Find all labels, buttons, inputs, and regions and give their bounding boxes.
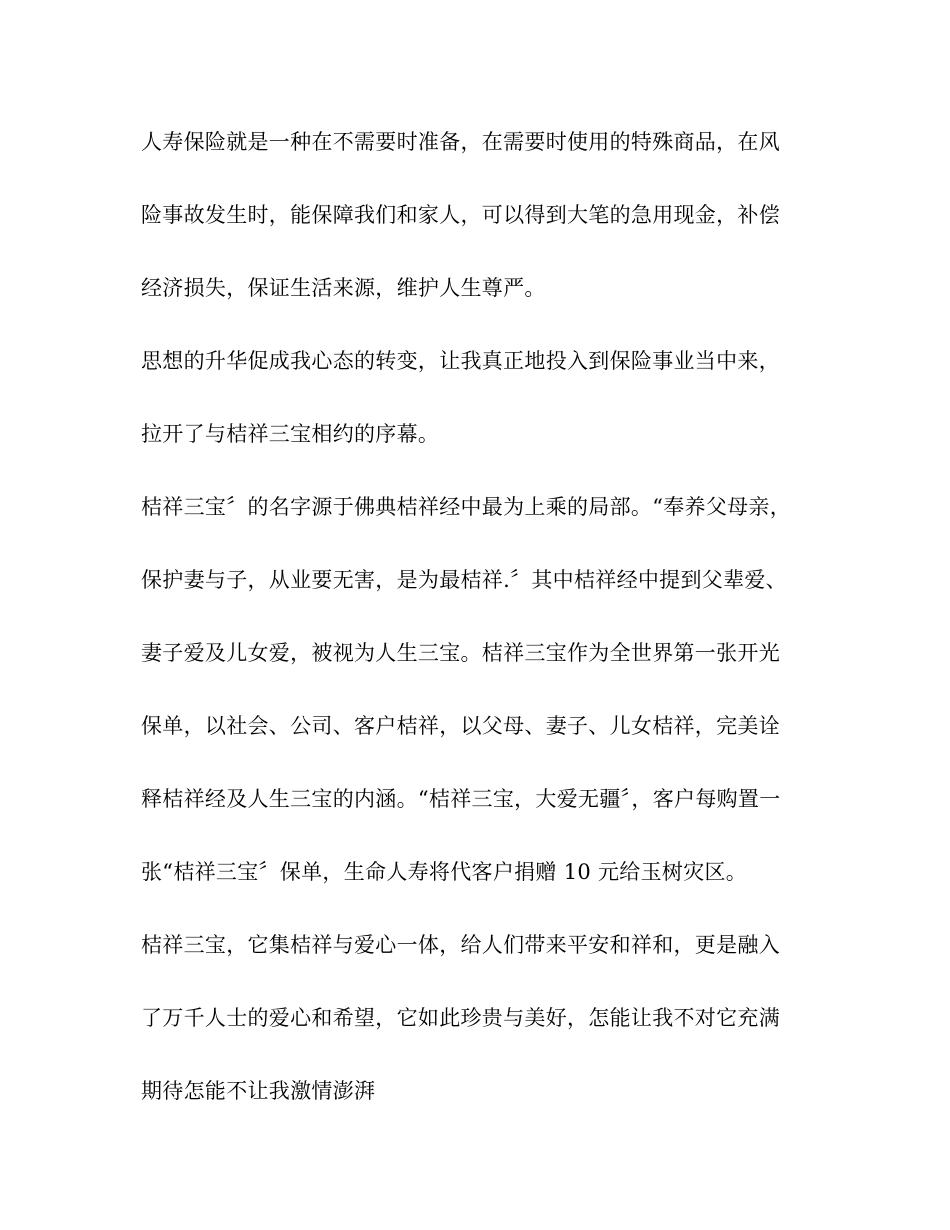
text-line: 保单，以社会、公司、客户桔祥，以父母、妻子、儿女桔祥，完美诠 bbox=[141, 714, 780, 738]
text-line: 保护妻与子，从业要无害，是为最桔祥.〞其中桔祥经中提到父辈爱、 bbox=[141, 568, 787, 592]
text-line: 张“桔祥三宝〞保单，生命人寿将代客户捐赠 10 元给玉树灾区。 bbox=[141, 860, 748, 884]
text-line: 人寿保险就是一种在不需要时准备，在需要时使用的特殊商品，在风 bbox=[141, 130, 780, 154]
text-line: 桔祥三宝〞的名字源于佛典桔祥经中最为上乘的局部。“奉养父母亲， bbox=[141, 495, 792, 519]
text-line: 妻子爱及儿女爱，被视为人生三宝。桔祥三宝作为全世界第一张开光 bbox=[141, 641, 780, 665]
text-line: 经济损失，保证生活来源，维护人生尊严。 bbox=[141, 276, 546, 300]
text-line: 释桔祥经及人生三宝的内涵。“桔祥三宝，大爱无疆〞，客户每购置一 bbox=[141, 787, 781, 811]
text-line: 拉开了与桔祥三宝相约的序幕。 bbox=[141, 422, 440, 446]
text-line: 险事故发生时，能保障我们和家人，可以得到大笔的急用现金，补偿 bbox=[141, 203, 780, 227]
text-line: 期待怎能不让我激情澎湃 bbox=[141, 1079, 376, 1103]
text-line: 桔祥三宝，它集桔祥与爱心一体，给人们带来平安和祥和，更是融入 bbox=[141, 933, 780, 957]
text-line: 思想的升华促成我心态的转变，让我真正地投入到保险事业当中来， bbox=[141, 349, 780, 373]
text-line: 了万千人士的爱心和希望，它如此珍贵与美好，怎能让我不对它充满 bbox=[141, 1006, 780, 1030]
